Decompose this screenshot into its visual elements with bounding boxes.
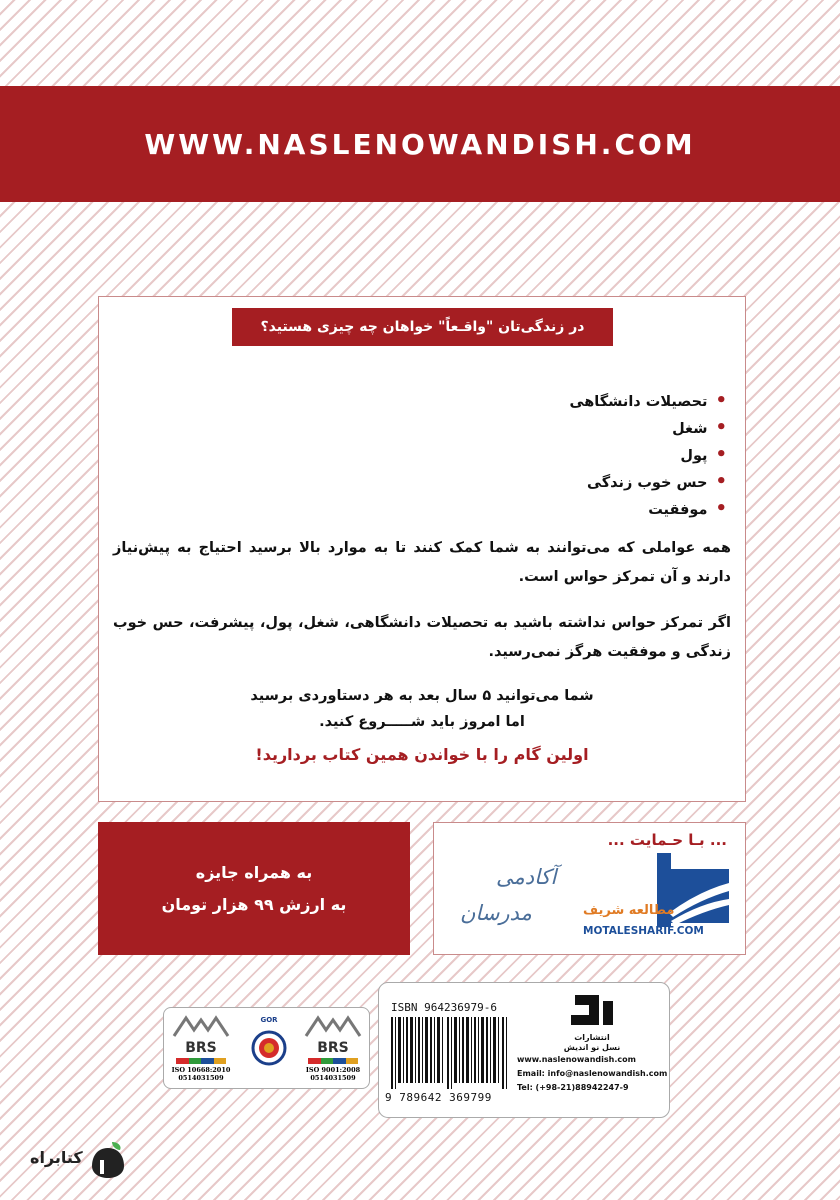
kitabrah-watermark [30, 1140, 130, 1180]
sponsors-box [433, 822, 746, 955]
motivation-line-1: شما می‌توانید ۵ سال بعد به هر دستاوردی برسید [250, 688, 594, 704]
brs-emblem-icon [302, 1014, 364, 1040]
prize-line-2: به ارزش ۹۹ هزار تومان [161, 894, 347, 914]
bullet-icon: • [715, 444, 727, 465]
publisher-logo-icon [569, 993, 619, 1029]
iso-9001-label: ISO 9001:2008 0514031509 [305, 1066, 361, 1082]
goal-item: •حس خوب زندگی [587, 471, 727, 492]
content-box [98, 296, 746, 802]
sponsors-title: ... بـا حـمایت ... [607, 831, 727, 849]
kitabrah-label: کتابراه [30, 1148, 83, 1167]
isbn-box [378, 982, 670, 1118]
goal-item: •پول [680, 444, 727, 465]
modaresan-academy-logo [454, 861, 564, 951]
barcode-digits: 9 789642 369799 [385, 1091, 492, 1104]
brs-color-strip [308, 1058, 358, 1064]
bullet-icon: • [715, 498, 727, 519]
publisher-name: انتشارات نسل نو اندیش [563, 1033, 621, 1052]
motalesharif-logo [579, 853, 739, 953]
brs-cert-right [302, 1014, 364, 1086]
brs-label: BRS [317, 1040, 349, 1056]
certificates-box [163, 1007, 370, 1089]
website-banner [0, 86, 840, 202]
barcode-icon [389, 1017, 511, 1089]
prize-box [98, 822, 410, 955]
motalesharif-persian: مطالعه شریف [583, 903, 675, 918]
publisher-website: www.naslenowandish.com [517, 1055, 636, 1064]
goals-list [570, 387, 727, 522]
publisher-info [517, 993, 667, 1117]
paragraph-focus: اگر تمرکز حواس نداشته باشید به تحصیلات دانشگاهی، شغل، پول، پیشرفت، حس خوب زندگی و موفقیت هرگز نمی‌رسید. [113, 615, 731, 660]
motalesharif-domain: MOTALESHARIF.COM [583, 925, 704, 937]
brs-cert-left [170, 1014, 232, 1086]
iso-10668-label: ISO 10668:2010 0514031509 [171, 1066, 231, 1082]
academy-word: آکادمی [496, 865, 557, 889]
motivation-message [99, 683, 745, 735]
brs-color-strip [176, 1058, 226, 1064]
gor-seal-icon [250, 1024, 288, 1074]
brs-label: BRS [185, 1040, 217, 1056]
paragraph-prerequisite: همه عواملی که می‌توانند به شما کمک کنند تا به موارد بالا برسید احتیاج به پیش‌نیاز دارند و آن تمرکز حواس است. [113, 540, 731, 585]
goal-item: •شغل [672, 417, 727, 438]
gor-cert [250, 1016, 288, 1074]
bullet-icon: • [715, 471, 727, 492]
goal-item: •موفقیت [648, 498, 727, 519]
goal-item: •تحصیلات دانشگاهی [569, 390, 727, 411]
publisher-phone: Tel: (+98-21)88942247-9 [517, 1083, 629, 1092]
website-url: WWW.NASLENOWANDISH.COM [144, 127, 696, 161]
brs-emblem-icon [170, 1014, 232, 1040]
question-heading: در زندگی‌تان "واقـعاً" خواهان چه چیزی هستید؟ [232, 308, 613, 346]
isbn-number: ISBN 964236979-6 [391, 1001, 497, 1014]
kitabrah-logo-icon [90, 1140, 126, 1180]
motivation-line-2: اما امروز باید شـــــروع کنید. [319, 714, 525, 730]
modaresan-word: مدرسان [460, 901, 532, 925]
publisher-email: Email: info@naslenowandish.com [517, 1069, 668, 1078]
prize-line-1: به همراه جایزه [195, 862, 313, 882]
bullet-icon: • [715, 417, 727, 438]
gor-label: GOR [260, 1016, 278, 1024]
bullet-icon: • [715, 390, 727, 411]
call-to-action: اولین گام را با خواندن همین کتاب بردارید! [255, 745, 589, 764]
